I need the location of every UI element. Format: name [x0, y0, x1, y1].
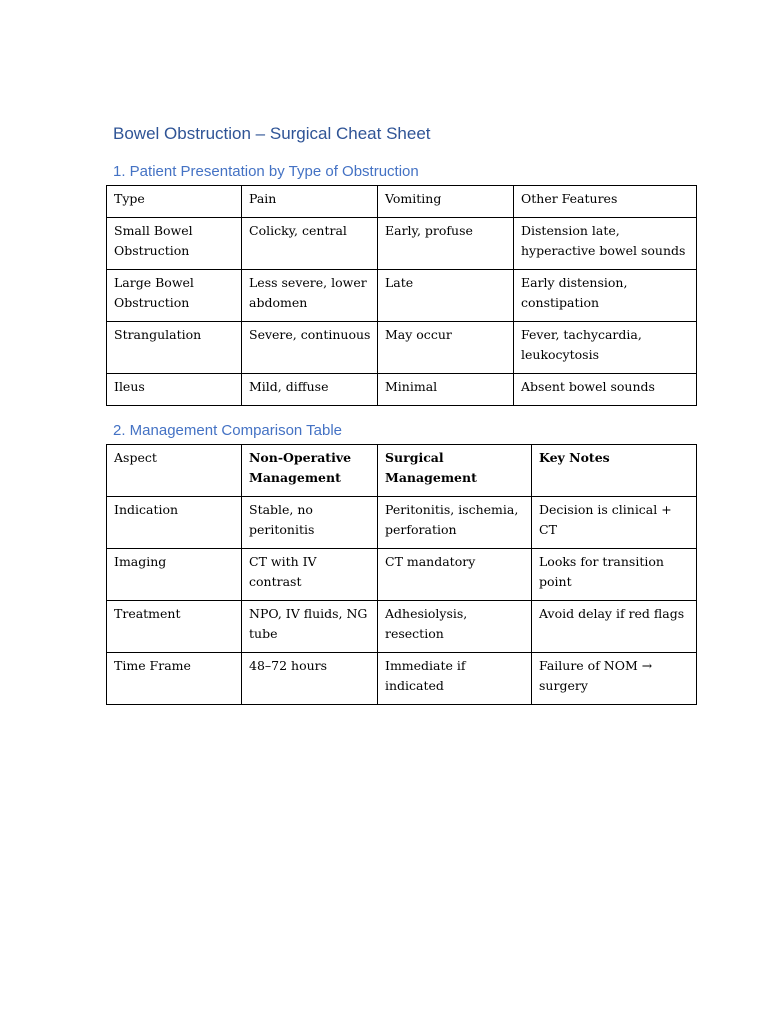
table-row [107, 270, 697, 322]
header-cell: Vomiting [378, 186, 514, 218]
table-cell: Ileus [107, 374, 242, 406]
management-table [106, 444, 697, 705]
table-cell: Strangulation [107, 322, 242, 374]
header-cell: Type [107, 186, 242, 218]
table-cell: 48–72 hours [242, 653, 378, 705]
table-cell: Peritonitis, ischemia, perforation [378, 497, 532, 549]
header-cell: Non-Operative Management [242, 445, 378, 497]
table-row [107, 322, 697, 374]
table-row [107, 374, 697, 406]
table-cell: Late [378, 270, 514, 322]
table-cell: Mild, diffuse [242, 374, 378, 406]
table-cell: Indication [107, 497, 242, 549]
table-row [107, 497, 697, 549]
table-cell: NPO, IV fluids, NG tube [242, 601, 378, 653]
table-cell: Large Bowel Obstruction [107, 270, 242, 322]
table-cell: CT mandatory [378, 549, 532, 601]
table-row [107, 218, 697, 270]
document-title: Bowel Obstruction – Surgical Cheat Sheet [113, 124, 431, 143]
table-row [107, 601, 697, 653]
table-cell: May occur [378, 322, 514, 374]
header-cell: Other Features [514, 186, 697, 218]
table-cell: Minimal [378, 374, 514, 406]
header-cell: Pain [242, 186, 378, 218]
table-cell: Severe, continuous [242, 322, 378, 374]
table-cell: CT with IV contrast [242, 549, 378, 601]
table-cell: Fever, tachycardia, leukocytosis [514, 322, 697, 374]
table-cell: Decision is clinical + CT [532, 497, 697, 549]
table-cell: Colicky, central [242, 218, 378, 270]
table-cell: Adhesiolysis, resection [378, 601, 532, 653]
table-cell: Stable, no peritonitis [242, 497, 378, 549]
table-cell: Early distension, constipation [514, 270, 697, 322]
table-cell: Early, profuse [378, 218, 514, 270]
table-cell: Small Bowel Obstruction [107, 218, 242, 270]
table-header-row [107, 186, 697, 218]
table-cell: Treatment [107, 601, 242, 653]
table-cell: Less severe, lower abdomen [242, 270, 378, 322]
table-cell: Immediate if indicated [378, 653, 532, 705]
table-row [107, 549, 697, 601]
table-row [107, 653, 697, 705]
table-cell: Distension late, hyperactive bowel sounds [514, 218, 697, 270]
table-cell: Absent bowel sounds [514, 374, 697, 406]
table-header-row [107, 445, 697, 497]
header-cell: Aspect [107, 445, 242, 497]
section-heading-presentation: 1. Patient Presentation by Type of Obstruction [113, 163, 419, 180]
table-cell: Failure of NOM → surgery [532, 653, 697, 705]
section-heading-management: 2. Management Comparison Table [113, 422, 343, 439]
header-cell: Surgical Management [378, 445, 532, 497]
table-cell: Looks for transition point [532, 549, 697, 601]
table-cell: Time Frame [107, 653, 242, 705]
presentation-table [106, 185, 697, 406]
header-cell: Key Notes [532, 445, 697, 497]
table-cell: Imaging [107, 549, 242, 601]
table-cell: Avoid delay if red flags [532, 601, 697, 653]
